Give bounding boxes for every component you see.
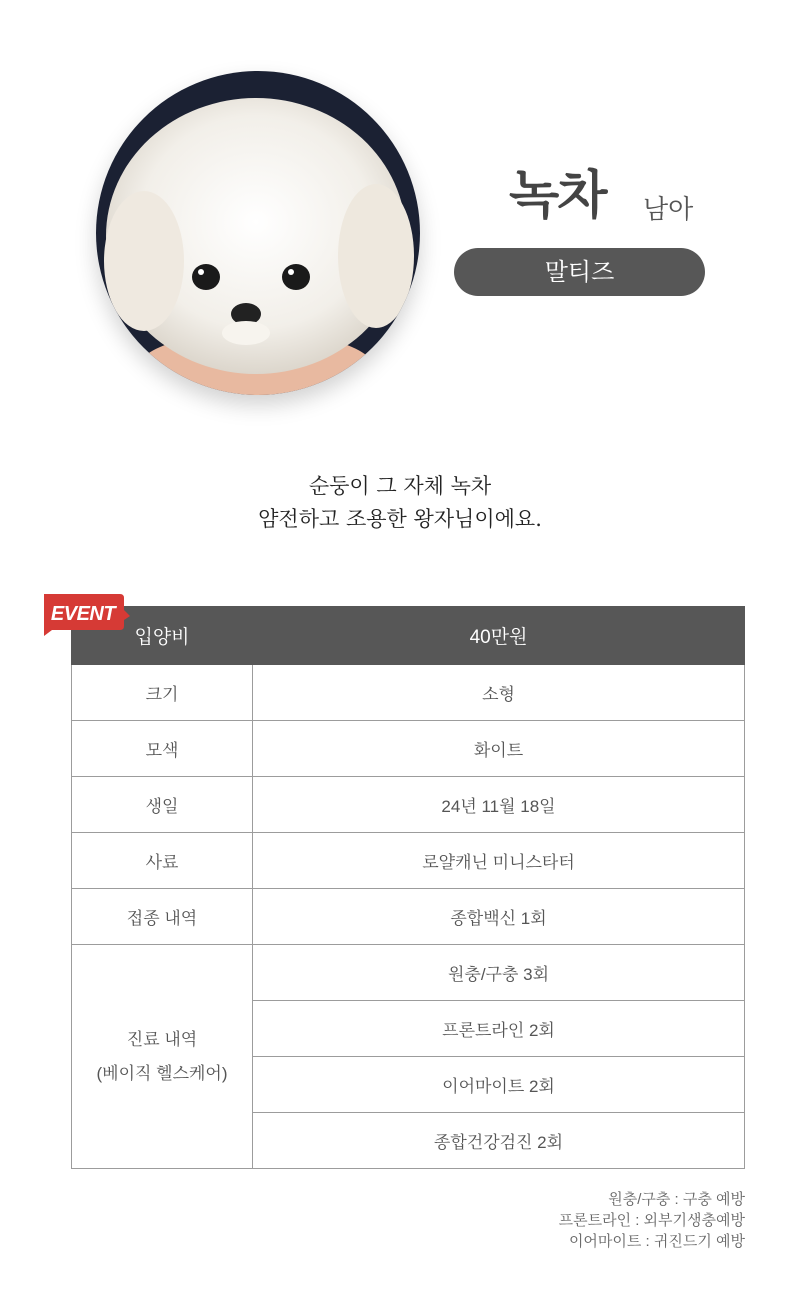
pet-name-row xyxy=(455,160,705,230)
maltese-puppy-image xyxy=(96,71,420,395)
intro-text xyxy=(0,470,800,536)
row-label: 크기 xyxy=(72,665,253,721)
row-value: 소형 xyxy=(253,665,745,721)
table-row xyxy=(72,889,745,945)
care-item: 이어마이트 2회 xyxy=(253,1057,745,1113)
care-item: 프론트라인 2회 xyxy=(253,1001,745,1057)
row-value: 로얄캐닌 미니스타터 xyxy=(253,833,745,889)
row-label: 사료 xyxy=(72,833,253,889)
pet-photo xyxy=(96,71,420,395)
table-row xyxy=(72,665,745,721)
row-value: 화이트 xyxy=(253,721,745,777)
table-header-row xyxy=(72,607,745,665)
footnote: 원충/구충 : 구충 예방 xyxy=(608,1191,745,1208)
row-label: 모색 xyxy=(72,721,253,777)
care-item: 종합건강검진 2회 xyxy=(253,1113,745,1169)
table-row xyxy=(72,777,745,833)
care-label-line-1: 진료 내역 xyxy=(126,1029,198,1049)
pet-name: 녹차 xyxy=(509,166,606,226)
care-label-line-2: (베이직 헬스케어) xyxy=(96,1063,228,1083)
footnote: 프론트라인 : 외부기생충예방 xyxy=(558,1212,745,1229)
intro-line-1: 순둥이 그 자체 녹차 xyxy=(308,474,492,498)
pet-sex: 남아 xyxy=(643,195,694,225)
footnote: 이어마이트 : 귀진드기 예방 xyxy=(568,1233,745,1250)
table-row xyxy=(72,833,745,889)
table-row xyxy=(72,945,745,1001)
table-row xyxy=(72,721,745,777)
care-history-label xyxy=(72,945,253,1169)
footnotes xyxy=(559,1189,745,1252)
adoption-fee-value: 40만원 xyxy=(253,607,745,665)
intro-line-2: 얌전하고 조용한 왕자님이에요. xyxy=(258,507,542,531)
adoption-fee-label: 입양비 xyxy=(72,607,253,665)
event-badge-label: EVENT xyxy=(50,603,116,625)
breed-badge: 말티즈 xyxy=(454,248,705,296)
row-label: 접종 내역 xyxy=(72,889,253,945)
row-value: 종합백신 1회 xyxy=(253,889,745,945)
info-table xyxy=(71,606,745,1169)
care-item: 원충/구충 3회 xyxy=(253,945,745,1001)
row-value: 24년 11월 18일 xyxy=(253,777,745,833)
row-label: 생일 xyxy=(72,777,253,833)
